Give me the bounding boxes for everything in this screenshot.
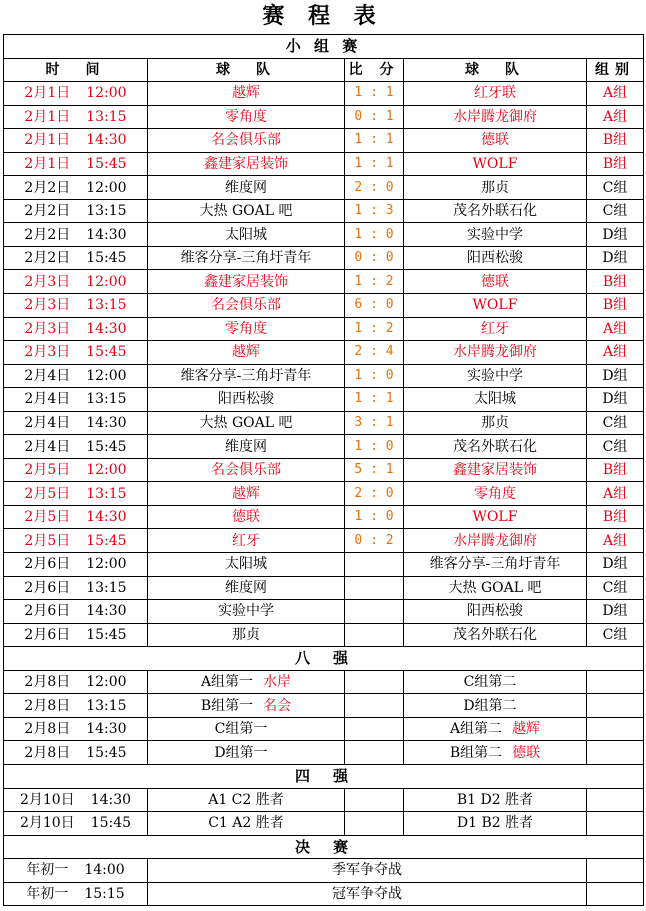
match-row <box>4 505 644 529</box>
team1-cell: 阳西松骏 <box>148 388 345 412</box>
group-cell: A组 <box>587 317 644 341</box>
match-time: 14:30 <box>86 415 127 432</box>
match-row <box>4 435 644 459</box>
match-time: 15:45 <box>86 344 127 361</box>
finals-label-row <box>4 835 644 859</box>
sf-datetime <box>4 788 148 812</box>
match-datetime <box>4 294 148 318</box>
group-cell: D组 <box>587 246 644 270</box>
team2-cell: 零角度 <box>404 482 587 506</box>
match-date: 2月1日 <box>24 108 71 125</box>
score-cell: 1 : 1 <box>345 388 404 412</box>
group-cell: B组 <box>587 129 644 153</box>
team1-cell: 名会俱乐部 <box>148 294 345 318</box>
match-date: 2月3日 <box>24 320 71 337</box>
match-datetime <box>4 270 148 294</box>
header-row <box>4 58 644 82</box>
qf-slot1: D组第一 <box>214 744 268 761</box>
group-cell: D组 <box>587 388 644 412</box>
group-cell: B组 <box>587 152 644 176</box>
match-datetime <box>4 458 148 482</box>
quarter-finals-label-row <box>4 647 644 671</box>
match-time: 14:30 <box>86 721 127 738</box>
match-date: 2月4日 <box>24 438 71 455</box>
score-cell: 1 : 1 <box>345 152 404 176</box>
final-datetime <box>4 882 148 906</box>
match-row <box>4 364 644 388</box>
team2-cell: 实验中学 <box>404 223 587 247</box>
match-datetime <box>4 176 148 200</box>
team2-cell: 实验中学 <box>404 364 587 388</box>
match-datetime <box>4 553 148 577</box>
qf-slot2-cell <box>404 670 587 694</box>
team1-cell: 那贞 <box>148 623 345 647</box>
qf-slot2-cell <box>404 741 587 765</box>
final-match: 季军争夺战 <box>148 859 587 883</box>
final-extra-cell <box>587 882 644 906</box>
match-time: 14:30 <box>90 791 132 808</box>
team2-cell: 阳西松骏 <box>404 600 587 624</box>
match-row <box>4 341 644 365</box>
group-cell: D组 <box>587 600 644 624</box>
qf-winner1: 名会 <box>263 697 292 714</box>
match-date: 2月5日 <box>24 485 71 502</box>
match-time: 13:15 <box>86 203 127 220</box>
sf-row <box>4 788 644 812</box>
match-date: 2月8日 <box>24 697 71 714</box>
score-cell: 1 : 0 <box>345 435 404 459</box>
team1-cell: 太阳城 <box>148 553 345 577</box>
team2-cell: 大热 GOAL 吧 <box>404 576 587 600</box>
sf-slot1: C1 A2 胜者 <box>148 812 345 836</box>
score-cell: 0 : 2 <box>345 529 404 553</box>
group-cell: D组 <box>587 223 644 247</box>
team2-cell: 红牙联 <box>404 82 587 106</box>
match-date: 2月5日 <box>24 462 71 479</box>
match-date: 2月4日 <box>24 415 71 432</box>
match-row <box>4 270 644 294</box>
match-date: 2月8日 <box>24 721 71 738</box>
score-cell: 1 : 0 <box>345 505 404 529</box>
match-date: 2月6日 <box>24 556 71 573</box>
group-cell: A组 <box>587 482 644 506</box>
group-cell: C组 <box>587 623 644 647</box>
match-time: 15:15 <box>84 885 125 902</box>
qf-slot1-cell <box>148 694 345 718</box>
qf-winner2: 越辉 <box>512 721 541 738</box>
match-datetime <box>4 600 148 624</box>
qf-slot1: C组第一 <box>214 721 268 738</box>
team2-cell: 鑫建家居装饰 <box>404 458 587 482</box>
match-time: 14:30 <box>86 509 127 526</box>
match-row <box>4 388 644 412</box>
match-date: 年初一 <box>26 885 69 902</box>
match-time: 15:45 <box>86 438 127 455</box>
team1-cell: 名会俱乐部 <box>148 129 345 153</box>
score-cell: 6 : 0 <box>345 294 404 318</box>
group-cell: B组 <box>587 294 644 318</box>
match-date: 2月10日 <box>19 815 75 832</box>
match-datetime <box>4 576 148 600</box>
qf-score-cell <box>345 694 404 718</box>
team2-cell: 水岸腾龙御府 <box>404 105 587 129</box>
team1-cell: 名会俱乐部 <box>148 458 345 482</box>
score-cell: 2 : 0 <box>345 482 404 506</box>
match-date: 2月6日 <box>24 603 71 620</box>
qf-slot2-cell <box>404 717 587 741</box>
score-cell: 1 : 0 <box>345 364 404 388</box>
team1-header: 球 队 <box>148 58 345 82</box>
team1-cell: 越辉 <box>148 82 345 106</box>
match-time: 12:00 <box>86 674 127 691</box>
final-extra-cell <box>587 859 644 883</box>
match-date: 2月5日 <box>24 509 71 526</box>
match-time: 15:45 <box>86 626 127 643</box>
team2-cell: 茂名外联石化 <box>404 435 587 459</box>
finals-label: 决 赛 <box>4 835 644 859</box>
match-datetime <box>4 129 148 153</box>
match-time: 12:00 <box>86 462 127 479</box>
group-stage-label: 小 组 赛 <box>4 35 644 59</box>
group-cell: D组 <box>587 553 644 577</box>
qf-slot1: B组第一 <box>200 697 254 714</box>
team2-cell: 那贞 <box>404 176 587 200</box>
match-time: 13:15 <box>86 579 127 596</box>
team2-cell: 红牙 <box>404 317 587 341</box>
qf-winner1: 水岸 <box>263 674 292 691</box>
group-cell: C组 <box>587 199 644 223</box>
team1-cell: 大热 GOAL 吧 <box>148 411 345 435</box>
match-row <box>4 411 644 435</box>
qf-slot1: A组第一 <box>200 674 254 691</box>
match-date: 2月1日 <box>24 85 71 102</box>
match-row <box>4 223 644 247</box>
match-time: 14:30 <box>86 226 127 243</box>
score-cell: 1 : 1 <box>345 82 404 106</box>
score-cell: 1 : 2 <box>345 317 404 341</box>
match-datetime <box>4 411 148 435</box>
group-cell: C组 <box>587 176 644 200</box>
semi-finals-label: 四 强 <box>4 764 644 788</box>
schedule-table <box>3 34 644 906</box>
qf-slot2: C组第二 <box>463 674 517 691</box>
team1-cell: 零角度 <box>148 105 345 129</box>
team2-cell: 茂名外联石化 <box>404 623 587 647</box>
qf-slot2: D组第二 <box>463 697 517 714</box>
match-time: 14:30 <box>86 132 127 149</box>
sf-slot2: B1 D2 胜者 <box>404 788 587 812</box>
match-row <box>4 82 644 106</box>
match-date: 2月8日 <box>24 744 71 761</box>
team2-cell: 维客分享-三角圩青年 <box>404 553 587 577</box>
group-cell: A组 <box>587 82 644 106</box>
time-header: 时 间 <box>4 58 148 82</box>
match-time: 13:15 <box>86 697 127 714</box>
match-date: 2月6日 <box>24 579 71 596</box>
team1-cell: 维度网 <box>148 576 345 600</box>
match-row <box>4 600 644 624</box>
match-date: 2月5日 <box>24 532 71 549</box>
sf-extra-cell <box>587 812 644 836</box>
match-row <box>4 199 644 223</box>
match-datetime <box>4 364 148 388</box>
match-row <box>4 152 644 176</box>
match-datetime <box>4 246 148 270</box>
score-cell: 1 : 0 <box>345 223 404 247</box>
qf-slot2: A组第二 <box>449 721 503 738</box>
sf-extra-cell <box>587 788 644 812</box>
match-time: 15:45 <box>86 250 127 267</box>
match-time: 13:15 <box>86 108 127 125</box>
match-datetime <box>4 482 148 506</box>
final-datetime <box>4 859 148 883</box>
match-datetime <box>4 152 148 176</box>
qf-winner2: 德联 <box>512 744 541 761</box>
match-date: 2月3日 <box>24 297 71 314</box>
team2-cell: 水岸腾龙御府 <box>404 341 587 365</box>
match-date: 2月1日 <box>24 156 71 172</box>
team1-cell: 鑫建家居装饰 <box>148 270 345 294</box>
group-cell: B组 <box>587 458 644 482</box>
team2-cell: 德联 <box>404 270 587 294</box>
team1-cell: 维客分享-三角圩青年 <box>148 364 345 388</box>
group-cell: B组 <box>587 505 644 529</box>
match-row <box>4 105 644 129</box>
match-datetime <box>4 317 148 341</box>
team2-cell: 茂名外联石化 <box>404 199 587 223</box>
score-cell <box>345 600 404 624</box>
match-row <box>4 529 644 553</box>
team2-header: 球 队 <box>404 58 587 82</box>
group-cell: D组 <box>587 364 644 388</box>
qf-row <box>4 741 644 765</box>
qf-score-cell <box>345 741 404 765</box>
team2-cell: 水岸腾龙御府 <box>404 529 587 553</box>
qf-extra-cell <box>587 741 644 765</box>
group-cell: C组 <box>587 576 644 600</box>
score-cell <box>345 623 404 647</box>
group-cell: A组 <box>587 105 644 129</box>
match-date: 2月4日 <box>24 391 71 408</box>
score-cell: 1 : 3 <box>345 199 404 223</box>
team1-cell: 维客分享-三角圩青年 <box>148 246 345 270</box>
match-time: 12:00 <box>86 179 127 196</box>
qf-extra-cell <box>587 694 644 718</box>
match-row <box>4 294 644 318</box>
match-datetime <box>4 388 148 412</box>
score-cell <box>345 553 404 577</box>
match-date: 2月2日 <box>24 226 71 243</box>
match-row <box>4 553 644 577</box>
team2-cell: 德联 <box>404 129 587 153</box>
match-date: 2月3日 <box>24 344 71 361</box>
match-time: 12:00 <box>86 556 127 573</box>
group-cell: C组 <box>587 435 644 459</box>
qf-slot1-cell <box>148 670 345 694</box>
score-cell: 2 : 4 <box>345 341 404 365</box>
quarter-finals-label: 八 强 <box>4 647 644 671</box>
match-row <box>4 317 644 341</box>
qf-row <box>4 717 644 741</box>
match-datetime <box>4 199 148 223</box>
semi-finals-label-row <box>4 764 644 788</box>
qf-datetime <box>4 694 148 718</box>
sf-row <box>4 812 644 836</box>
final-row <box>4 882 644 906</box>
score-header: 比 分 <box>345 58 404 82</box>
match-row <box>4 623 644 647</box>
page-title: 赛 程 表 <box>262 3 384 29</box>
match-datetime <box>4 82 148 106</box>
group-cell: A组 <box>587 341 644 365</box>
team1-cell: 鑫建家居装饰 <box>148 152 345 176</box>
qf-datetime <box>4 670 148 694</box>
match-date: 2月8日 <box>24 674 71 691</box>
score-cell <box>345 576 404 600</box>
match-datetime <box>4 435 148 459</box>
score-cell: 2 : 0 <box>345 176 404 200</box>
match-row <box>4 458 644 482</box>
match-datetime <box>4 223 148 247</box>
match-time: 12:00 <box>86 273 127 290</box>
match-time: 12:00 <box>86 367 127 384</box>
qf-datetime <box>4 741 148 765</box>
final-match: 冠军争夺战 <box>148 882 587 906</box>
match-time: 15:45 <box>90 815 132 832</box>
match-time: 14:00 <box>84 862 125 879</box>
team2-cell: 阳西松骏 <box>404 246 587 270</box>
team1-cell: 维度网 <box>148 435 345 459</box>
score-cell: 5 : 1 <box>345 458 404 482</box>
match-time: 13:15 <box>86 297 127 314</box>
team1-cell: 德联 <box>148 505 345 529</box>
team1-cell: 大热 GOAL 吧 <box>148 199 345 223</box>
team2-cell: WOLF <box>404 505 587 529</box>
qf-extra-cell <box>587 717 644 741</box>
match-time: 13:15 <box>86 391 127 408</box>
match-time: 12:00 <box>86 85 127 102</box>
match-time: 14:30 <box>86 603 127 620</box>
qf-slot2: B组第二 <box>449 744 503 761</box>
sf-datetime <box>4 812 148 836</box>
match-time: 14:30 <box>86 320 127 337</box>
match-time: 15:45 <box>86 532 127 549</box>
match-row <box>4 176 644 200</box>
group-cell: C组 <box>587 411 644 435</box>
team1-cell: 越辉 <box>148 341 345 365</box>
match-date: 2月2日 <box>24 179 71 196</box>
sf-slot2: D1 B2 胜者 <box>404 812 587 836</box>
qf-score-cell <box>345 670 404 694</box>
team1-cell: 太阳城 <box>148 223 345 247</box>
match-datetime <box>4 505 148 529</box>
sf-score-cell <box>345 788 404 812</box>
score-cell: 3 : 1 <box>345 411 404 435</box>
match-time: 15:45 <box>86 156 127 172</box>
group-stage-label-row <box>4 35 644 59</box>
match-date: 2月6日 <box>24 626 71 643</box>
team1-cell: 实验中学 <box>148 600 345 624</box>
match-row <box>4 576 644 600</box>
team2-cell: WOLF <box>404 294 587 318</box>
final-row <box>4 859 644 883</box>
match-date: 年初一 <box>26 862 69 879</box>
team2-cell: 太阳城 <box>404 388 587 412</box>
match-datetime <box>4 529 148 553</box>
group-header: 组别 <box>587 58 644 82</box>
match-date: 2月2日 <box>24 203 71 220</box>
match-row <box>4 246 644 270</box>
team1-cell: 零角度 <box>148 317 345 341</box>
qf-row <box>4 694 644 718</box>
qf-slot1-cell <box>148 717 345 741</box>
match-date: 2月1日 <box>24 132 71 149</box>
qf-slot1-cell <box>148 741 345 765</box>
team1-cell: 红牙 <box>148 529 345 553</box>
match-date: 2月2日 <box>24 250 71 267</box>
team1-cell: 越辉 <box>148 482 345 506</box>
score-cell: 0 : 0 <box>345 246 404 270</box>
match-date: 2月4日 <box>24 367 71 384</box>
match-datetime <box>4 105 148 129</box>
match-row <box>4 129 644 153</box>
match-datetime <box>4 341 148 365</box>
score-cell: 0 : 1 <box>345 105 404 129</box>
score-cell: 1 : 2 <box>345 270 404 294</box>
match-date: 2月3日 <box>24 273 71 290</box>
match-row <box>4 482 644 506</box>
qf-score-cell <box>345 717 404 741</box>
group-cell: A组 <box>587 529 644 553</box>
team2-cell: WOLF <box>404 152 587 176</box>
qf-datetime <box>4 717 148 741</box>
sf-score-cell <box>345 812 404 836</box>
sf-slot1: A1 C2 胜者 <box>148 788 345 812</box>
qf-slot2-cell <box>404 694 587 718</box>
match-time: 13:15 <box>86 485 127 502</box>
score-cell: 1 : 1 <box>345 129 404 153</box>
match-datetime <box>4 623 148 647</box>
match-date: 2月10日 <box>19 791 75 808</box>
team2-cell: 那贞 <box>404 411 587 435</box>
group-cell: B组 <box>587 270 644 294</box>
team1-cell: 维度网 <box>148 176 345 200</box>
match-time: 15:45 <box>86 744 127 761</box>
qf-extra-cell <box>587 670 644 694</box>
qf-row <box>4 670 644 694</box>
